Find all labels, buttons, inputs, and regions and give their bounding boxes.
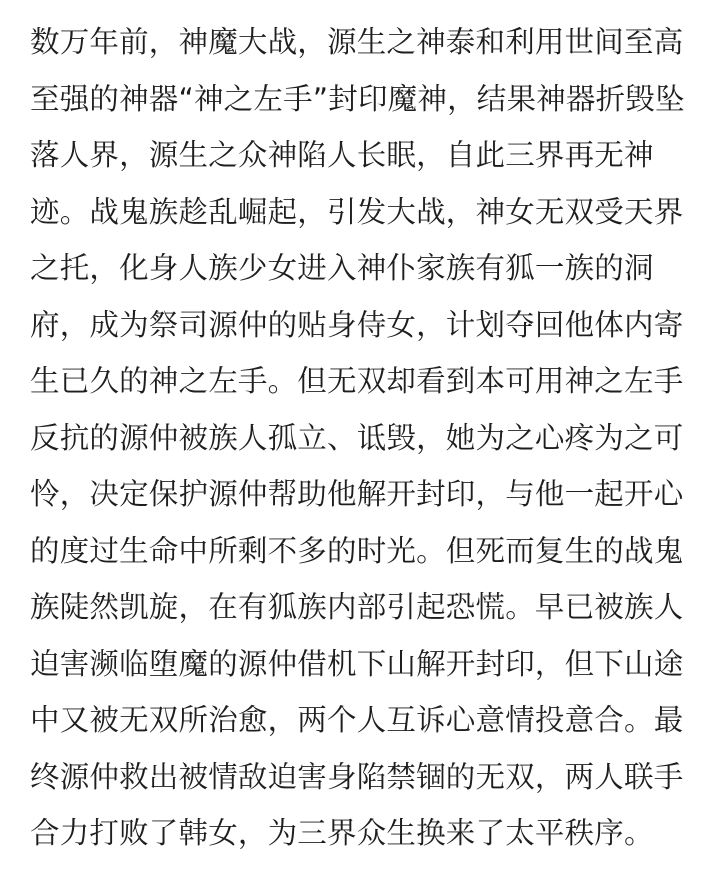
text-line-3: 落人界，源生之众神陷人长眠，自此三界再无神 [30, 138, 654, 172]
text-line-14: 终源仲救出被情敌迫害身陷禁锢的无双，两人联手 [30, 759, 684, 794]
text-line-7: 生已久的神之左手。但无双却看到本可用神之左手 [30, 364, 684, 398]
article-body [30, 14, 700, 862]
text-line-11: 族陡然凯旋，在有狐族内部引起恐慌。早已被族人 [30, 590, 684, 624]
text-line-2: 至强的神器“神之左手”封印魔神，结果神器折毁坠 [30, 81, 685, 116]
text-line-12: 迫害濒临堕魔的源仲借机下山解开封印，但下山途 [30, 646, 684, 681]
text-line-15: 合力打败了韩女，为三界众生换来了太平秩序。 [30, 816, 654, 850]
text-line-4: 迹。战鬼族趁乱崛起，引发大战，神女无双受天界 [30, 194, 684, 229]
text-line-9: 怜，决定保护源仲帮助他解开封印，与他一起开心 [30, 477, 684, 511]
text-line-6: 府，成为祭司源仲的贴身侍女，计划夺回他体内寄 [30, 307, 684, 342]
text-line-10: 的度过生命中所剩不多的时光。但死而复生的战鬼 [30, 533, 684, 568]
text-line-13: 中又被无双所治愈，两个人互诉心意情投意合。最 [30, 703, 684, 737]
text-line-1: 数万年前，神魔大战，源生之神泰和利用世间至高 [30, 25, 684, 59]
text-line-5: 之托，化身人族少女进入神仆家族有狐一族的洞 [30, 251, 654, 285]
text-line-8: 反抗的源仲被族人孤立、诋毁，她为之心疼为之可 [30, 420, 684, 455]
